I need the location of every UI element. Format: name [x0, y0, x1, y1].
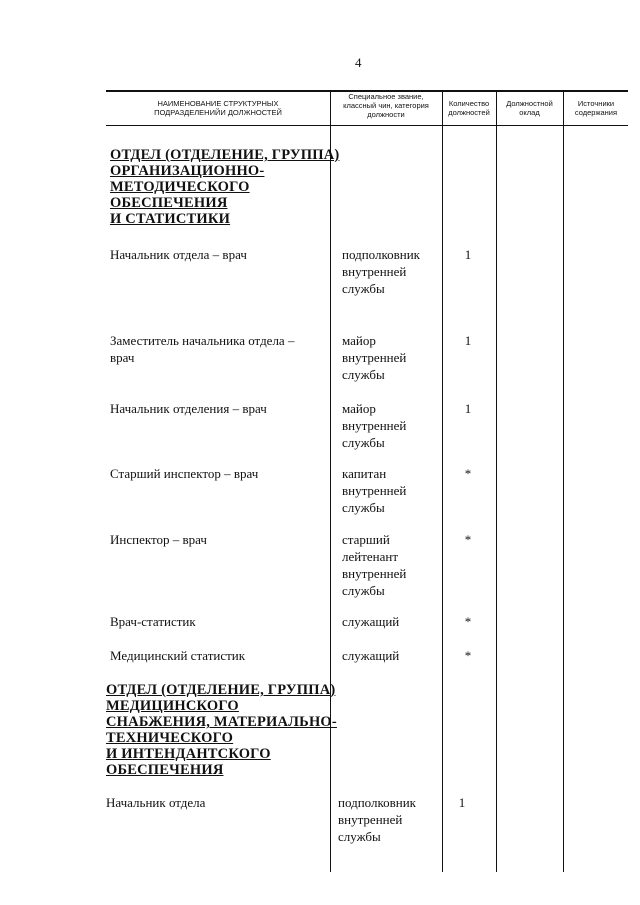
rank-cell: подполковник внутренней службы: [338, 795, 416, 844]
page-number: 4: [355, 55, 362, 70]
qty-cell: 1: [464, 333, 472, 348]
position-name: Старший инспектор – врач: [110, 466, 259, 481]
qty-cell: *: [464, 648, 472, 663]
position-name: Врач-статистик: [110, 614, 196, 629]
header-rank: Специальное звание, классный чин, категория должности: [343, 92, 429, 119]
position-name: Начальник отдела – врач: [110, 247, 247, 262]
rank-cell: служащий: [342, 648, 400, 663]
rank-cell: служащий: [342, 614, 400, 629]
position-name: Начальник отделения – врач: [110, 401, 267, 416]
position-name: Инспектор – врач: [110, 532, 207, 547]
header-qty: Количество должностей: [448, 99, 490, 117]
rank-cell: майор внутренней службы: [342, 401, 407, 450]
position-name: Начальник отдела: [106, 795, 206, 810]
rank-cell: майор внутренней службы: [342, 333, 407, 382]
column-divider: [442, 90, 443, 872]
position-name: Заместитель начальника отдела – врач: [110, 333, 295, 365]
header-name: НАИМЕНОВАНИЕ СТРУКТУРНЫХ ПОДРАЗДЕЛЕНИЙИ ДОЛЖНОСТЕЙ: [154, 99, 282, 117]
table-header-rule: [106, 125, 628, 126]
section-title: ОТДЕЛ (ОТДЕЛЕНИЕ, ГРУППА) МЕДИЦИНСКОГО СНАБЖЕНИЯ, МАТЕРИАЛЬНО- ТЕХНИЧЕСКОГО И ИНТЕНДАНТСКОГО ОБЕСПЕЧЕНИЯ: [106, 682, 337, 778]
qty-cell: *: [464, 614, 472, 629]
section-title: ОТДЕЛ (ОТДЕЛЕНИЕ, ГРУППА) ОРГАНИЗАЦИОННО- МЕТОДИЧЕСКОГО ОБЕСПЕЧЕНИЯ И СТАТИСТИКИ: [110, 147, 340, 227]
header-sources: Источники содержания: [574, 99, 618, 117]
qty-cell: *: [464, 466, 472, 481]
qty-cell: 1: [464, 247, 472, 262]
rank-cell: старший лейтенант внутренней службы: [342, 532, 407, 598]
position-name: Медицинский статистик: [110, 648, 246, 663]
qty-cell: 1: [458, 795, 466, 810]
column-divider: [563, 90, 564, 872]
column-divider: [496, 90, 497, 872]
rank-cell: подполковник внутренней службы: [342, 247, 420, 296]
rank-cell: капитан внутренней службы: [342, 466, 407, 515]
qty-cell: 1: [464, 401, 472, 416]
qty-cell: *: [464, 532, 472, 547]
header-salary: Должностной оклад: [506, 99, 553, 117]
